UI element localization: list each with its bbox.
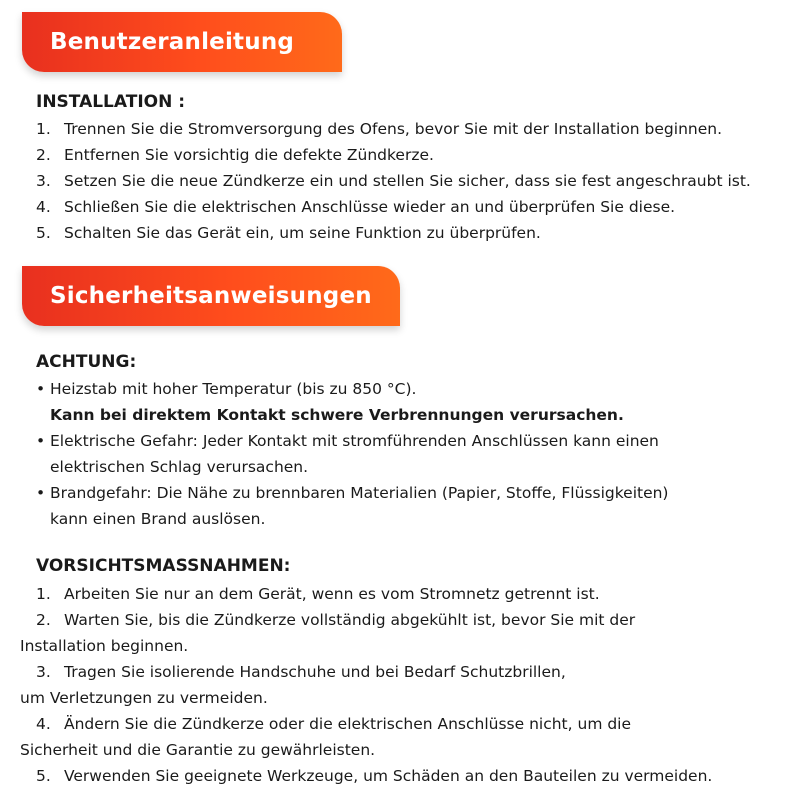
item-text: Setzen Sie die neue Zündkerze ein und stellen Sie sicher, dass sie fest angeschraubt ist. [64,172,751,190]
item-text: um Verletzungen zu vermeiden. [20,689,268,707]
item-number: 1. [36,585,51,603]
item-text: Tragen Sie isolierende Handschuhe und bei Bedarf Schutzbrillen, [64,663,566,681]
item-number: 2. [36,611,51,629]
item-number: 3. [36,172,51,190]
vorsichtsmassnahmen-heading: VORSICHTSMASSNAHMEN: [36,556,291,576]
item-number: 4. [36,198,51,216]
item-number: 5. [36,224,51,242]
list-item [36,506,668,532]
item-text: Installation beginnen. [20,637,189,655]
item-number: 3. [36,663,51,681]
item-text: Arbeiten Sie nur an dem Gerät, wenn es vom Stromnetz getrennt ist. [64,585,600,603]
warning-text: Kann bei direktem Kontakt schwere Verbrennungen verursachen. [50,406,624,424]
bullet: • [36,432,46,450]
achtung-list [36,376,668,532]
list-item [20,581,712,607]
list-item [20,763,712,789]
item-text: Warten Sie, bis die Zündkerze vollständig abgekühlt ist, bevor Sie mit der [64,611,636,629]
achtung-heading: ACHTUNG: [36,352,137,372]
banner-title: Sicherheitsanweisungen [50,283,372,309]
item-number: 2. [36,146,51,164]
item-text: Elektrische Gefahr: Jeder Kontakt mit stromführenden Anschlüssen kann einen [50,432,659,450]
list-item [36,402,668,428]
bullet: • [36,380,46,398]
installation-heading: INSTALLATION : [36,92,186,112]
list-item [36,194,751,220]
list-item [36,480,668,506]
item-text: elektrischen Schlag verursachen. [50,458,309,476]
banner-title: Benutzeranleitung [50,29,295,55]
item-text: Brandgefahr: Die Nähe zu brennbaren Materialien (Papier, Stoffe, Flüssigkeiten) [50,484,669,502]
item-text: kann einen Brand auslösen. [50,510,266,528]
item-number: 5. [36,767,51,785]
item-text: Entfernen Sie vorsichtig die defekte Zündkerze. [64,146,434,164]
item-text: Schalten Sie das Gerät ein, um seine Funktion zu überprüfen. [64,224,541,242]
bullet: • [36,484,46,502]
banner-benutzeranleitung [22,12,342,72]
list-item [20,711,712,737]
list-item [36,376,668,402]
list-item [20,633,712,659]
installation-list [36,116,751,246]
item-text: Sicherheit und die Garantie zu gewährleisten. [20,741,376,759]
vorsichtsmassnahmen-list [20,581,712,789]
list-item [36,168,751,194]
list-item [36,142,751,168]
item-text: Ändern Sie die Zündkerze oder die elektrischen Anschlüsse nicht, um die [64,715,632,733]
item-text: Heizstab mit hoher Temperatur (bis zu 850 °C). [50,380,417,398]
item-text: Schließen Sie die elektrischen Anschlüsse wieder an und überprüfen Sie diese. [64,198,676,216]
list-item [36,220,751,246]
list-item [20,659,712,685]
item-text: Trennen Sie die Stromversorgung des Ofens, bevor Sie mit der Installation beginnen. [64,120,723,138]
list-item [20,607,712,633]
list-item [20,685,712,711]
item-text: Verwenden Sie geeignete Werkzeuge, um Schäden an den Bauteilen zu vermeiden. [64,767,713,785]
list-item [36,454,668,480]
list-item [36,428,668,454]
item-number: 4. [36,715,51,733]
banner-sicherheitsanweisungen [22,266,400,326]
list-item [20,737,712,763]
item-number: 1. [36,120,51,138]
list-item [36,116,751,142]
